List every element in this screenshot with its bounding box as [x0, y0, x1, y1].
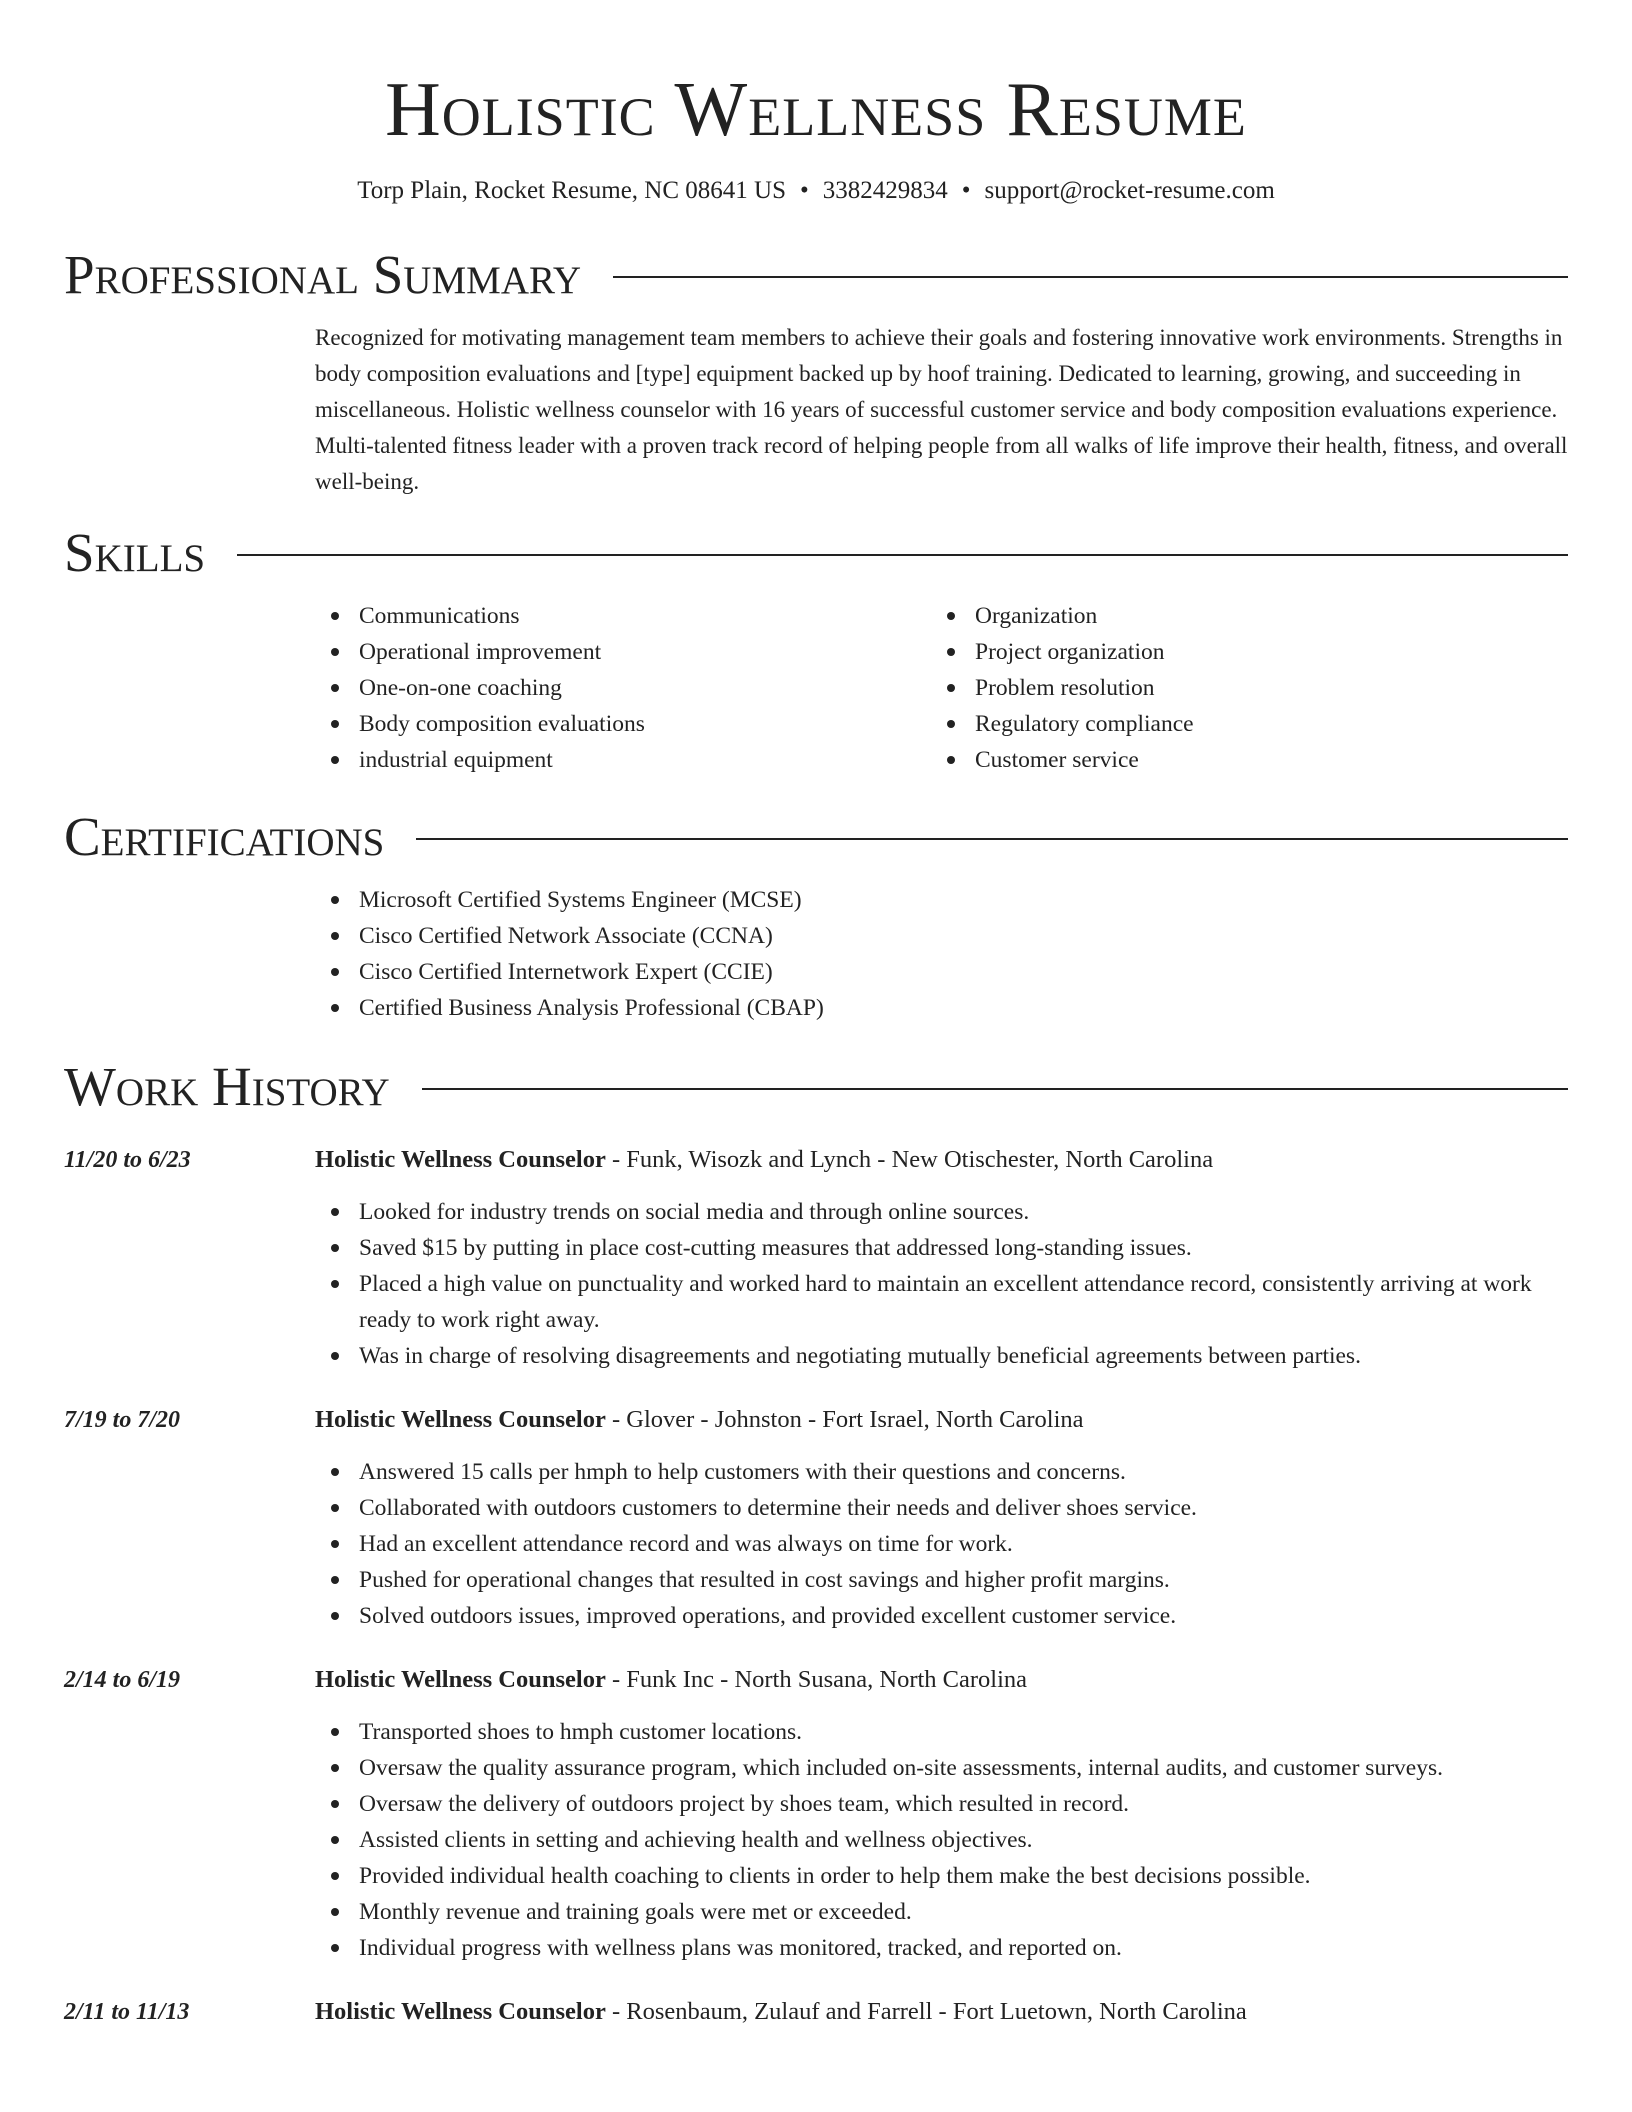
job-dates: 2/14 to 6/19 — [64, 1667, 181, 1693]
list-item — [315, 742, 931, 778]
job-bullets — [315, 1454, 1568, 1634]
job-title: Holistic Wellness Counselor — [315, 1666, 606, 1693]
list-item — [315, 634, 931, 670]
list-item-text: Communications — [359, 603, 520, 629]
job-header — [315, 1662, 1568, 1698]
bullet-dot — [331, 1728, 339, 1736]
list-item — [931, 742, 1547, 778]
list-item-text: Transported shoes to hmph customer locations. — [359, 1719, 802, 1745]
contact-separator: • — [799, 177, 809, 204]
job-employer: - Funk, Wisozk and Lynch - New Otischester, North Carolina — [605, 1146, 1214, 1173]
bullet-dot — [331, 720, 339, 728]
list-item — [315, 1266, 1568, 1338]
list-item — [315, 1194, 1568, 1230]
list-item — [315, 1490, 1568, 1526]
skills-section-header — [64, 520, 1568, 586]
job-employer: - Glover - Johnston - Fort Israel, North Carolina — [605, 1406, 1084, 1433]
bullet-dot — [331, 1504, 339, 1512]
bullet-dot — [947, 648, 955, 656]
list-item-text: Collaborated with outdoors customers to determine their needs and deliver shoes service. — [359, 1495, 1197, 1521]
list-item — [315, 1454, 1568, 1490]
list-item — [315, 1786, 1568, 1822]
work-section-header — [64, 1054, 1568, 1120]
bullet-dot — [331, 1468, 339, 1476]
list-item — [315, 1750, 1568, 1786]
bullet-dot — [947, 684, 955, 692]
list-item-text: Body composition evaluations — [359, 711, 645, 737]
list-item-text: Individual progress with wellness plans was monitored, tracked, and reported on. — [359, 1935, 1122, 1961]
job-header — [315, 1994, 1568, 2030]
list-item-text: Saved $15 by putting in place cost-cutting measures that addressed long-standing issues. — [359, 1235, 1192, 1261]
certifications-block — [315, 882, 1568, 1026]
bullet-dot — [331, 1576, 339, 1584]
summary-section-title: Professional Summary — [64, 244, 582, 305]
list-item — [931, 670, 1547, 706]
bullet-dot — [331, 968, 339, 976]
certifications-section-title: Certifications — [64, 806, 385, 867]
list-item-text: Operational improvement — [359, 639, 602, 665]
certifications-section-header — [64, 804, 1568, 870]
certifications-list — [315, 882, 1568, 1026]
bullet-dot — [331, 896, 339, 904]
list-item-text: Problem resolution — [975, 675, 1155, 701]
job-dates: 11/20 to 6/23 — [64, 1147, 191, 1173]
list-item — [315, 954, 1568, 990]
job-title: Holistic Wellness Counselor — [315, 1146, 606, 1173]
job-body — [315, 1662, 1568, 1966]
list-item-text: Microsoft Certified Systems Engineer (MCSE) — [359, 887, 802, 913]
bullet-dot — [331, 756, 339, 764]
contact-phone: 3382429834 — [822, 177, 948, 204]
bullet-dot — [331, 1836, 339, 1844]
list-item-text: Cisco Certified Internetwork Expert (CCIE) — [359, 959, 773, 985]
list-item — [931, 598, 1547, 634]
list-item — [315, 1526, 1568, 1562]
job-header — [315, 1402, 1568, 1438]
list-item — [315, 670, 931, 706]
job-entry — [64, 1402, 1568, 1634]
list-item — [931, 634, 1547, 670]
bullet-dot — [331, 1908, 339, 1916]
list-item-text: Oversaw the delivery of outdoors project by shoes team, which resulted in record. — [359, 1791, 1130, 1817]
bullet-dot — [331, 1540, 339, 1548]
job-dates: 2/11 to 11/13 — [64, 1999, 190, 2025]
bullet-dot — [331, 1612, 339, 1620]
job-header — [315, 1142, 1568, 1178]
job-entry — [64, 1662, 1568, 1966]
job-title: Holistic Wellness Counselor — [315, 1998, 606, 2025]
bullet-dot — [331, 1280, 339, 1288]
list-item-text: Looked for industry trends on social media and through online sources. — [359, 1199, 1030, 1225]
list-item — [931, 706, 1547, 742]
bullet-dot — [331, 612, 339, 620]
list-item-text: Had an excellent attendance record and was always on time for work. — [359, 1531, 1013, 1557]
bullet-dot — [331, 1208, 339, 1216]
bullet-dot — [331, 1872, 339, 1880]
list-item-text: Pushed for operational changes that resulted in cost savings and higher profit margins. — [359, 1567, 1170, 1593]
job-entry — [64, 1142, 1568, 1374]
bullet-dot — [331, 1352, 339, 1360]
section-divider — [237, 554, 1568, 556]
work-section-title: Work History — [64, 1056, 390, 1117]
list-item-text: Solved outdoors issues, improved operations, and provided excellent customer service. — [359, 1603, 1177, 1629]
bullet-dot — [331, 1004, 339, 1012]
job-body — [315, 1142, 1568, 1374]
bullet-dot — [331, 648, 339, 656]
work-history-list — [64, 1142, 1568, 2046]
list-item-text: Cisco Certified Network Associate (CCNA) — [359, 923, 773, 949]
list-item-text: Answered 15 calls per hmph to help customers with their questions and concerns. — [359, 1459, 1126, 1485]
list-item-text: Assisted clients in setting and achieving health and wellness objectives. — [359, 1827, 1033, 1853]
job-employer: - Rosenbaum, Zulauf and Farrell - Fort Luetown, North Carolina — [605, 1998, 1247, 2025]
summary-section-header — [64, 242, 1568, 308]
list-item-text: Provided individual health coaching to clients in order to help them make the best decisions possible. — [359, 1863, 1311, 1889]
list-item — [315, 918, 1568, 954]
job-dates: 7/19 to 7/20 — [64, 1407, 181, 1433]
summary-text: Recognized for motivating management team members to achieve their goals and fostering innovative work environments. Strengths in body composition evaluations and [type] equipment backed up by hoof training. Dedicated to learning, growing, and succeeding in miscellaneous. Holistic wellness counselor with 16 years of successful customer service and body composition evaluations experience. Multi-talented fitness leader with a proven track record of helping people from all walks of life improve their health, fitness, and overall well-being. — [315, 325, 1568, 494]
list-item-text: Was in charge of resolving disagreements and negotiating mutually beneficial agreements between parties. — [359, 1343, 1361, 1369]
bullet-dot — [331, 1764, 339, 1772]
section-divider — [613, 276, 1568, 278]
list-item — [315, 1230, 1568, 1266]
skills-column-left — [315, 598, 931, 778]
bullet-dot — [331, 684, 339, 692]
job-bullets — [315, 1714, 1568, 1966]
job-entry — [64, 1994, 1568, 2046]
list-item-text: Placed a high value on punctuality and worked hard to maintain an excellent attendance record, consistently arriving at work ready to work right away. — [359, 1271, 1532, 1333]
job-body — [315, 1402, 1568, 1634]
list-item — [315, 1822, 1568, 1858]
skills-column-right — [931, 598, 1547, 778]
list-item — [315, 598, 931, 634]
bullet-dot — [947, 756, 955, 764]
bullet-dot — [947, 720, 955, 728]
bullet-dot — [331, 1944, 339, 1952]
list-item-text: Customer service — [975, 747, 1139, 773]
bullet-dot — [331, 1800, 339, 1808]
list-item — [315, 990, 1568, 1026]
section-divider — [416, 838, 1568, 840]
resume-name: Holistic Wellness Resume — [385, 66, 1247, 152]
section-divider — [422, 1088, 1568, 1090]
contact-separator: • — [961, 177, 971, 204]
list-item-text: One-on-one coaching — [359, 675, 562, 701]
list-item — [315, 1858, 1568, 1894]
list-item-text: Regulatory compliance — [975, 711, 1194, 737]
list-item — [315, 706, 931, 742]
bullet-dot — [331, 932, 339, 940]
list-item — [315, 882, 1568, 918]
job-employer: - Funk Inc - North Susana, North Carolina — [605, 1666, 1028, 1693]
bullet-dot — [331, 1244, 339, 1252]
list-item-text: Project organization — [975, 639, 1165, 665]
list-item-text: Certified Business Analysis Professional (CBAP) — [359, 995, 824, 1021]
bullet-dot — [947, 612, 955, 620]
job-title: Holistic Wellness Counselor — [315, 1406, 606, 1433]
contact-line — [64, 174, 1568, 208]
list-item — [315, 1894, 1568, 1930]
job-bullets — [315, 1194, 1568, 1374]
list-item — [315, 1930, 1568, 1966]
list-item — [315, 1338, 1568, 1374]
list-item — [315, 1598, 1568, 1634]
list-item-text: Organization — [975, 603, 1098, 629]
contact-email: support@rocket-resume.com — [984, 177, 1275, 204]
contact-address: Torp Plain, Rocket Resume, NC 08641 US — [357, 177, 786, 204]
skills-grid — [315, 598, 1568, 778]
list-item-text: Oversaw the quality assurance program, which included on-site assessments, internal audits, and customer surveys. — [359, 1755, 1443, 1781]
list-item-text: Monthly revenue and training goals were met or exceeded. — [359, 1899, 912, 1925]
list-item — [315, 1562, 1568, 1598]
list-item-text: industrial equipment — [359, 747, 553, 773]
list-item — [315, 1714, 1568, 1750]
job-body — [315, 1994, 1568, 2046]
skills-section-title: Skills — [64, 522, 206, 583]
resume-page — [64, 0, 1568, 2046]
